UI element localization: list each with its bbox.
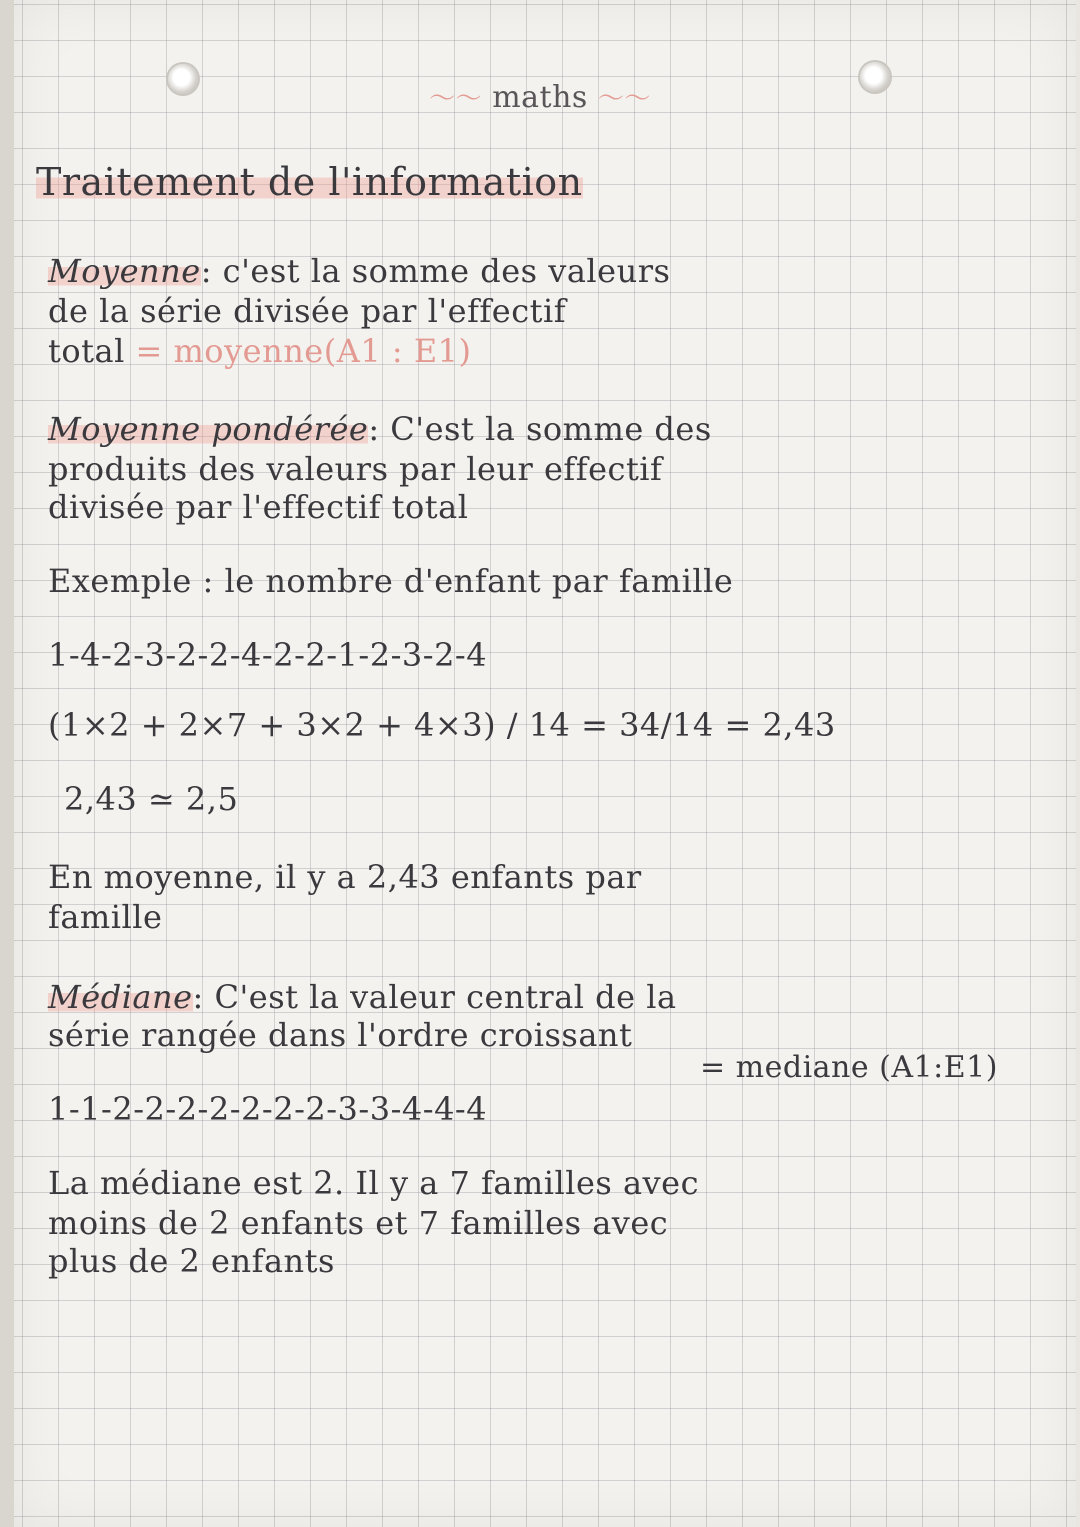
exemple-conclusion-line-2 bbox=[48, 898, 162, 936]
moyenne-formula: = moyenne(A1 : E1) bbox=[135, 332, 472, 370]
mediane-formula bbox=[700, 1050, 998, 1085]
mediane-sorted-series-text: 1-1-2-2-2-2-2-2-2-3-3-4-4-4 bbox=[48, 1090, 488, 1128]
exemple-intro-text: Exemple : le nombre d'enfant par famille bbox=[48, 562, 734, 600]
moyenne-ponderee-line-2 bbox=[48, 450, 662, 488]
title-right-squiggle: 〜〜 bbox=[597, 84, 651, 114]
mediane-conclusion-line-2-text: moins de 2 enfants et 7 familles avec bbox=[48, 1204, 669, 1242]
exemple-conclusion-line-2-text: famille bbox=[48, 898, 163, 936]
exemple-rounding-text: 2,43 ≃ 2,5 bbox=[64, 780, 239, 818]
section-heading bbox=[36, 160, 583, 204]
moyenne-ponderee-term: Moyenne pondérée bbox=[48, 410, 369, 448]
moyenne-ponderee-line-3 bbox=[48, 488, 468, 526]
moyenne-ponderee-line-1 bbox=[48, 410, 712, 448]
moyenne-term: Moyenne bbox=[48, 252, 201, 290]
exemple-rounding bbox=[64, 780, 238, 818]
mediane-line-1 bbox=[48, 978, 677, 1016]
moyenne-definition-line-1 bbox=[48, 252, 670, 290]
exemple-intro bbox=[48, 562, 733, 600]
title-left-squiggle: 〜〜 bbox=[429, 84, 483, 114]
mediane-term: Médiane bbox=[48, 978, 193, 1016]
moyenne-definition-line-3 bbox=[48, 332, 472, 370]
page-title-text: maths bbox=[492, 80, 588, 115]
mediane-line-1-text: : C'est la valeur central de la bbox=[192, 978, 677, 1016]
notebook-page bbox=[14, 0, 1076, 1527]
moyenne-line-2: de la série divisée par l'effectif bbox=[48, 292, 567, 330]
mediane-formula-text: = mediane (A1:E1) bbox=[700, 1050, 998, 1085]
mediane-conclusion-line-2 bbox=[48, 1204, 668, 1242]
moyenne-ponderee-line-1-text: : C'est la somme des bbox=[368, 410, 712, 448]
mediane-conclusion-line-3-text: plus de 2 enfants bbox=[48, 1242, 335, 1280]
moyenne-ponderee-line-3-text: divisée par l'effectif total bbox=[48, 488, 469, 526]
moyenne-line-1: : c'est la somme des valeurs bbox=[200, 252, 671, 290]
exemple-conclusion-line-1-text: En moyenne, il y a 2,43 enfants par bbox=[48, 858, 642, 896]
page-title bbox=[0, 78, 1080, 115]
mediane-conclusion-line-1 bbox=[48, 1164, 699, 1202]
exemple-calculation bbox=[48, 706, 836, 744]
exemple-series bbox=[48, 636, 487, 674]
moyenne-line-3: total bbox=[48, 332, 125, 370]
mediane-sorted-series bbox=[48, 1090, 487, 1128]
exemple-series-text: 1-4-2-3-2-2-4-2-2-1-2-3-2-4 bbox=[48, 636, 488, 674]
moyenne-definition-line-2 bbox=[48, 292, 566, 330]
notebook-margin-strip bbox=[0, 0, 15, 1527]
mediane-line-2 bbox=[48, 1016, 632, 1054]
exemple-conclusion-line-1 bbox=[48, 858, 642, 896]
mediane-conclusion-line-1-text: La médiane est 2. Il y a 7 familles avec bbox=[48, 1164, 699, 1202]
mediane-line-2-text: série rangée dans l'ordre croissant bbox=[48, 1016, 633, 1054]
mediane-conclusion-line-3 bbox=[48, 1242, 335, 1280]
moyenne-ponderee-line-2-text: produits des valeurs par leur effectif bbox=[48, 450, 663, 488]
section-heading-text: Traitement de l'information bbox=[36, 160, 583, 204]
exemple-calculation-text: (1×2 + 2×7 + 3×2 + 4×3) / 14 = 34/14 = 2,43 bbox=[48, 706, 836, 744]
